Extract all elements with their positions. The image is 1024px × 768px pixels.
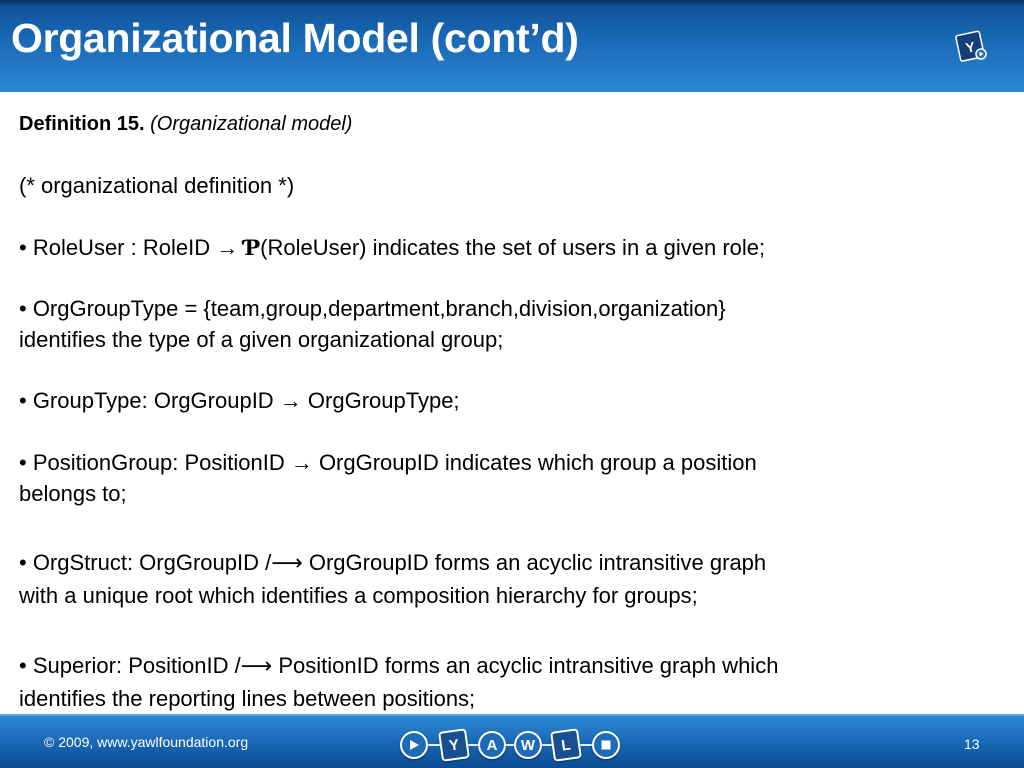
bullet-grouptype: • GroupType: OrgGroupID → OrgGroupType; [19, 388, 460, 413]
page-number: 13 [964, 736, 980, 752]
nav-letter-l[interactable]: L [550, 728, 582, 762]
bullet-orggrouptype-line2: identifies the type of a given organizational group; [19, 327, 504, 352]
nav-letter-w[interactable]: W [514, 731, 542, 759]
play-icon[interactable] [400, 731, 428, 759]
footer-divider [0, 714, 1024, 716]
logo-letter: Y [963, 38, 977, 56]
definition-name: (Organizational model) [150, 113, 353, 135]
bullet-orgstruct-line2: with a unique root which identifies a composition hierarchy for groups; [19, 583, 698, 608]
bullet-positiongroup-line1: • PositionGroup: PositionID → OrgGroupID indicates which group a position [19, 450, 757, 475]
powerset-symbol: Ƥ [244, 235, 261, 260]
bullet-text: • RoleUser : RoleID → [19, 235, 245, 260]
footer-copyright: © 2009, www.yawlfoundation.org [44, 734, 249, 750]
definition-heading [19, 111, 352, 137]
slide-title: Organizational Model (cont’d) [11, 15, 579, 61]
definition-comment: (* organizational definition *) [19, 173, 295, 198]
yawl-logo-icon [953, 28, 989, 64]
bullet-roleuser [19, 235, 765, 261]
bullet-superior-line1: • Superior: PositionID /⟶ PositionID forms an acyclic intransitive graph which [19, 653, 779, 678]
bullet-superior-line2: identifies the reporting lines between positions; [19, 686, 476, 711]
header-gloss [0, 0, 1024, 6]
definition-label: Definition 15. [19, 113, 145, 135]
bullet-text: (RoleUser) indicates the set of users in a given role; [260, 235, 766, 260]
bullet-orgstruct-line1: • OrgStruct: OrgGroupID /⟶ OrgGroupID forms an acyclic intransitive graph [19, 550, 767, 575]
nav-letter-a[interactable]: A [478, 731, 506, 759]
yawl-nav-bar [400, 727, 626, 763]
bullet-positiongroup-line2: belongs to; [19, 481, 127, 506]
stop-icon[interactable] [592, 731, 620, 759]
bullet-orggrouptype-line1: • OrgGroupType = {team,group,department,branch,division,organization} [19, 296, 726, 321]
nav-letter-y[interactable]: Y [438, 728, 470, 762]
